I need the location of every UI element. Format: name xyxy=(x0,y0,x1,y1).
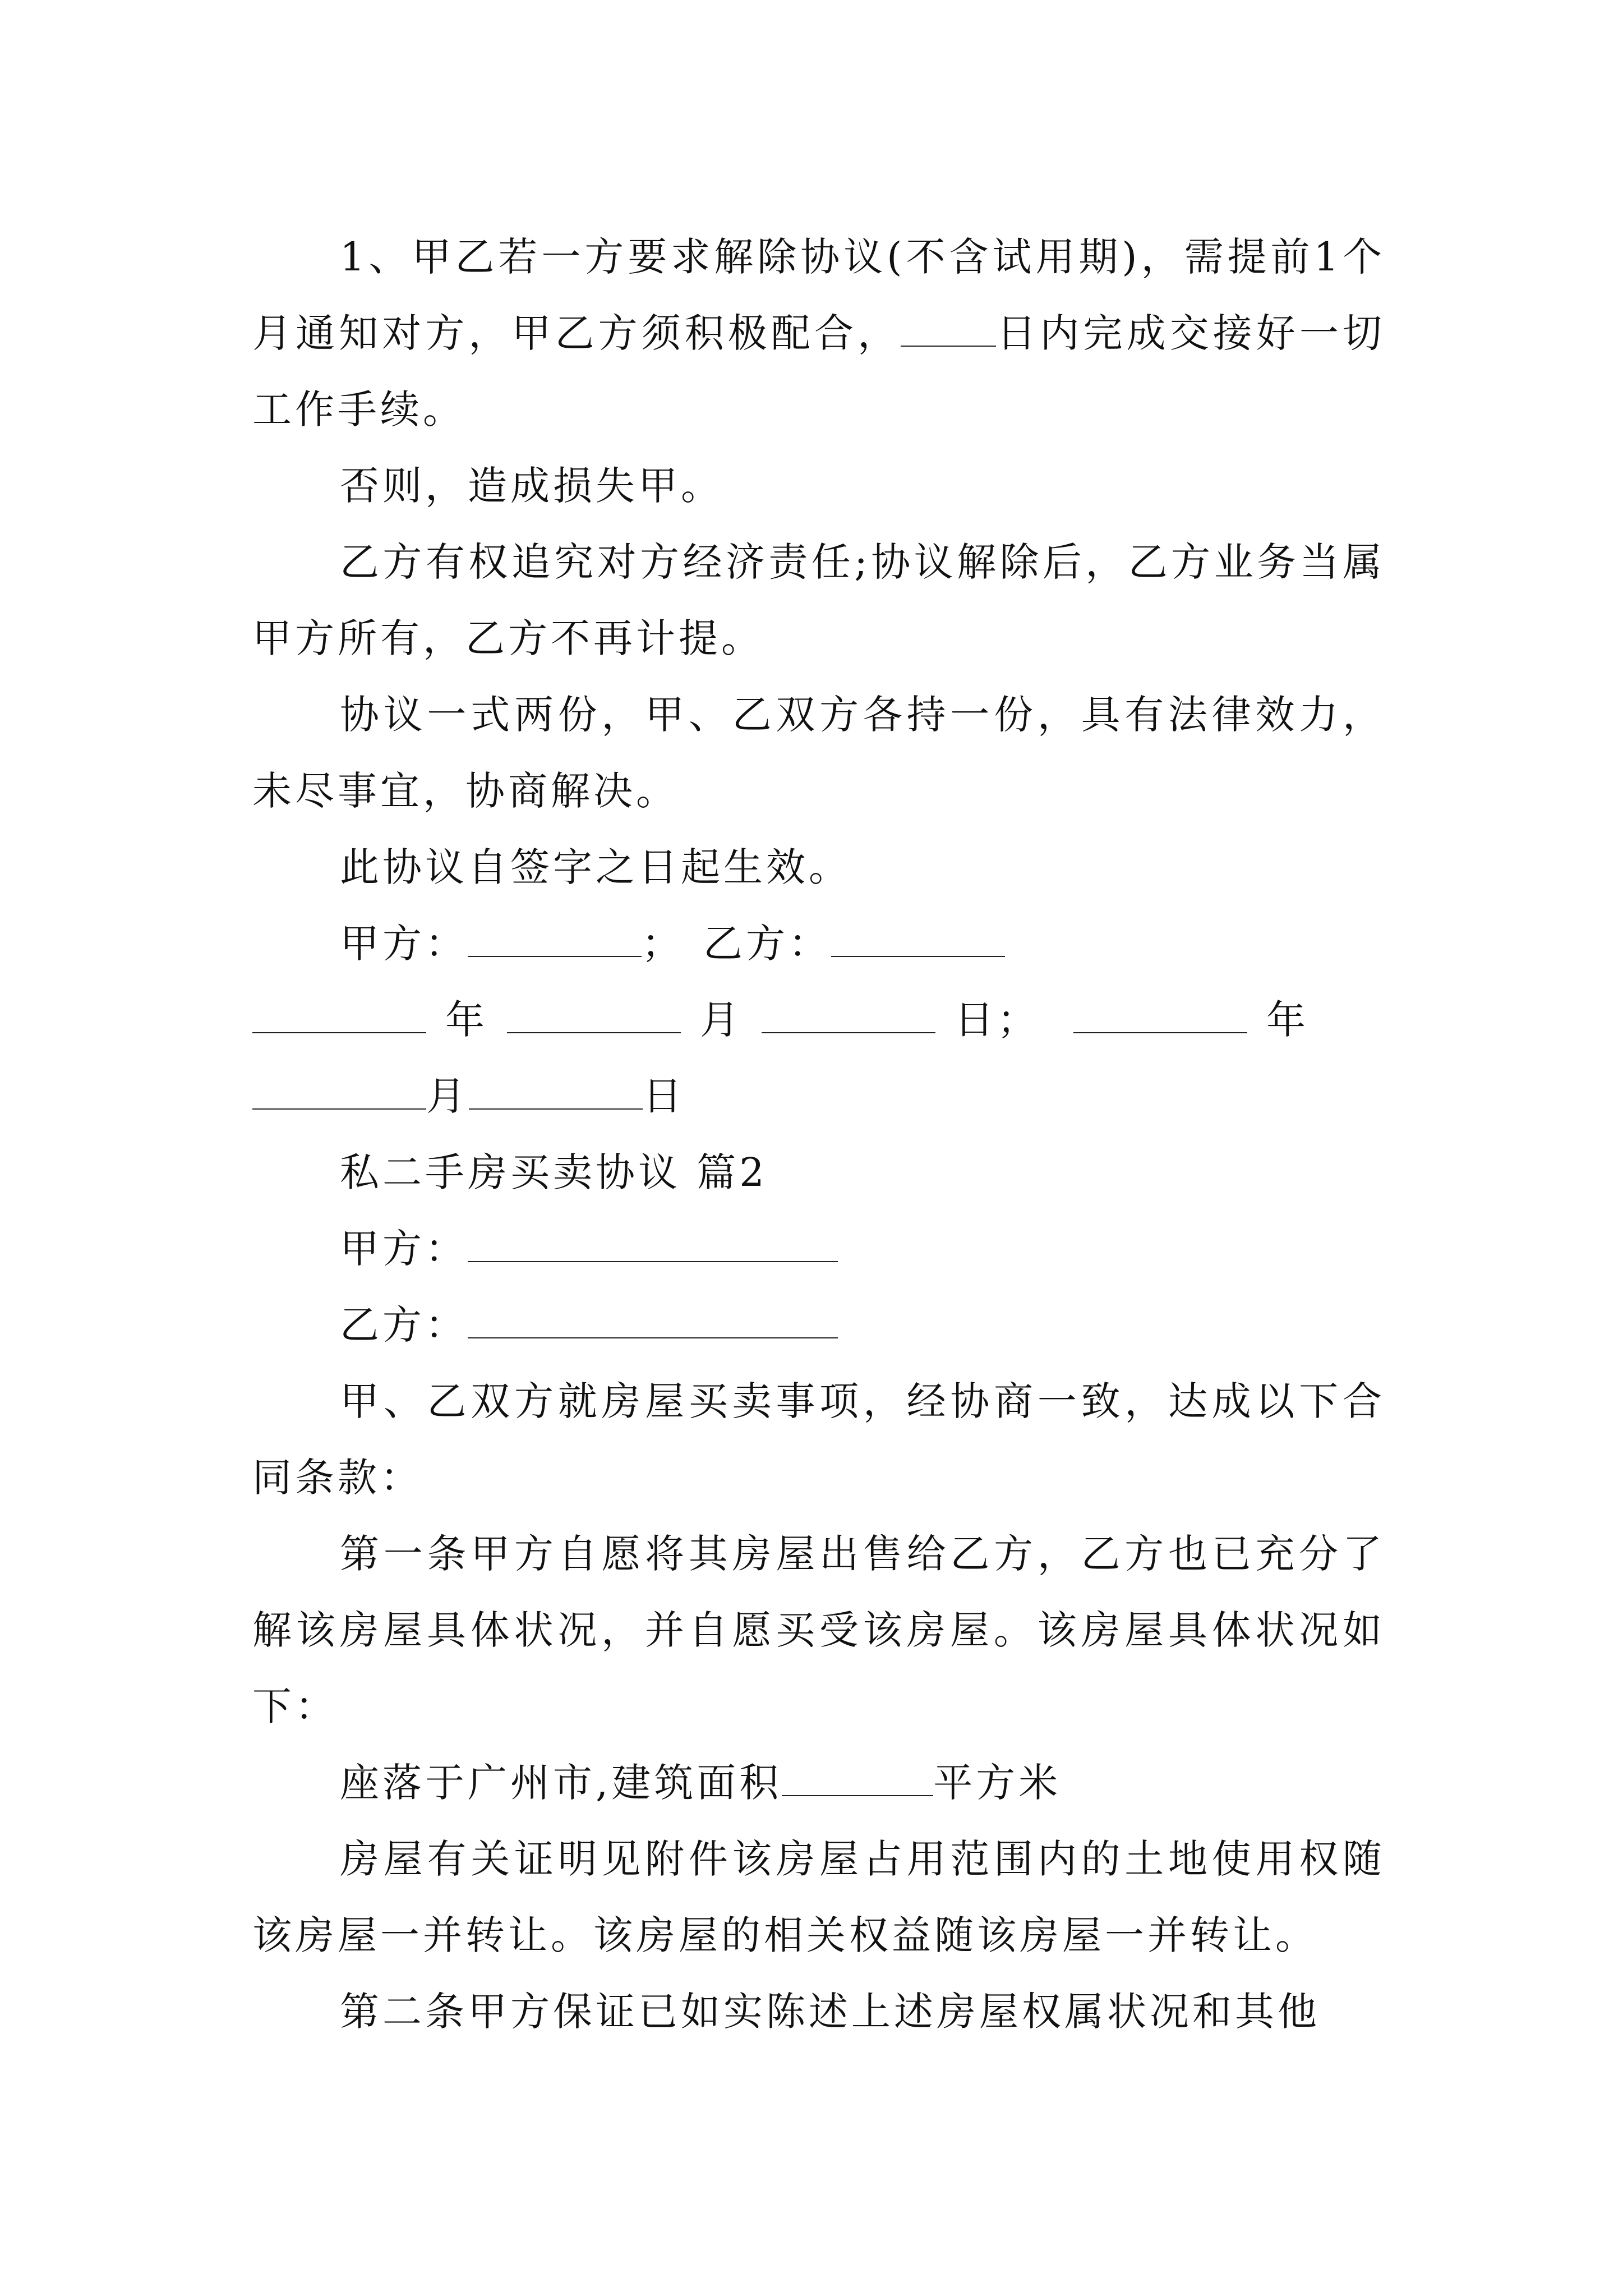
party-b-blank xyxy=(468,1306,838,1338)
clause-termination-text: 1、甲乙若一方要求解除协议(不含试用期)，需提前1个月通知对方，甲乙方须积极配合， xyxy=(252,234,1385,356)
date-a-year-blank xyxy=(252,1001,426,1033)
date-a-month-label: 月 xyxy=(700,997,743,1043)
paragraph-agreement: 甲、乙双方就房屋买卖事项，经协商一致，达成以下合同条款： xyxy=(252,1378,1385,1501)
signature-party-b-blank xyxy=(831,924,1005,957)
date-b-month-label: 月 xyxy=(426,1073,469,1119)
date-line-continued xyxy=(252,1058,1385,1134)
party-b-label: 乙方： xyxy=(340,1302,468,1348)
property-location xyxy=(252,1745,1385,1821)
date-a-month-blank xyxy=(507,1001,681,1033)
date-a-year-label: 年 xyxy=(445,997,488,1043)
date-a-day-blank xyxy=(762,1001,935,1033)
party-a-line xyxy=(252,1211,1385,1287)
date-b-day-label: 日 xyxy=(643,1073,685,1119)
article-two: 第二条甲方保证已如实陈述上述房屋权属状况和其他 xyxy=(340,1989,1320,2035)
date-b-year-blank xyxy=(1073,1001,1247,1033)
paragraph-loss: 否则，造成损失甲。 xyxy=(340,463,723,509)
signature-party-b-label: 乙方： xyxy=(703,921,831,967)
date-separator: ； xyxy=(997,997,1040,1043)
date-line xyxy=(252,982,1385,1058)
date-b-month-blank xyxy=(252,1077,426,1110)
blank-days xyxy=(901,314,996,347)
paragraph-copies: 协议一式两份，甲、乙双方各持一份，具有法律效力，未尽事宜，协商解决。 xyxy=(252,692,1385,814)
paragraph-liability: 乙方有权追究对方经济责任;协议解除后，乙方业务当属甲方所有，乙方不再计提。 xyxy=(252,539,1385,661)
paragraph-certificates: 房屋有关证明见附件该房屋占用范围内的土地使用权随该房屋一并转让。该房屋的相关权益随该房屋一并转让。 xyxy=(252,1836,1385,1958)
party-a-label: 甲方： xyxy=(340,1226,468,1272)
party-b-line xyxy=(252,1287,1385,1363)
signature-party-a-blank xyxy=(468,924,642,957)
date-b-year-label: 年 xyxy=(1266,997,1309,1043)
signature-separator: ； xyxy=(642,921,684,967)
area-blank xyxy=(782,1764,933,1796)
paragraph-effective: 此协议自签字之日起生效。 xyxy=(340,844,851,890)
signature-party-a-label: 甲方： xyxy=(340,921,468,967)
date-b-day-blank xyxy=(469,1077,643,1110)
party-a-blank xyxy=(468,1230,838,1262)
section-title: 私二手房买卖协议 篇2 xyxy=(340,1149,768,1195)
clause-termination xyxy=(252,219,1385,448)
signature-line xyxy=(252,905,1385,982)
clause-termination-tail: 日内完成交接好一切工作手续。 xyxy=(252,310,1385,432)
document-body xyxy=(252,219,1385,2050)
date-a-day-label: 日 xyxy=(955,997,997,1043)
property-location-text: 座落于广州市,建筑面积 xyxy=(340,1760,782,1806)
area-unit: 平方米 xyxy=(933,1760,1062,1806)
article-one: 第一条甲方自愿将其房屋出售给乙方，乙方也已充分了解该房屋具体状况，并自愿买受该房屋。该房屋具体状况如下： xyxy=(252,1531,1385,1729)
